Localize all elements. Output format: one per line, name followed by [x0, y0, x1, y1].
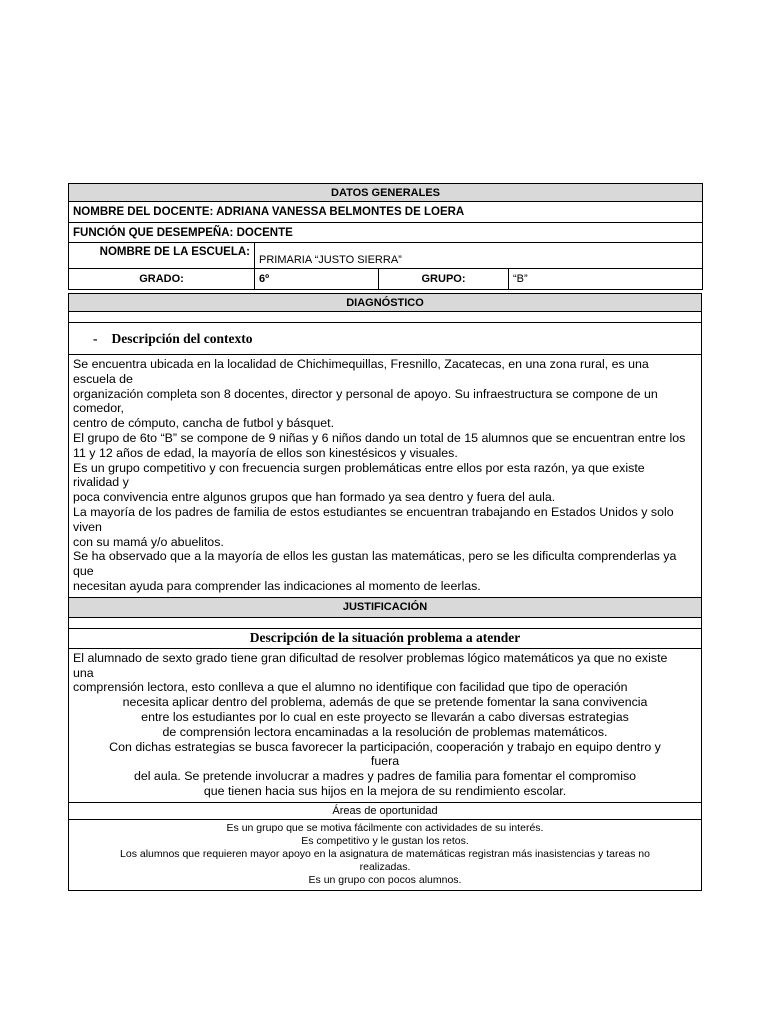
- context-body: [69, 355, 702, 598]
- bullet-dash: -: [93, 330, 98, 346]
- context-line: escuela de: [73, 371, 133, 386]
- teacher-role: FUNCIÓN QUE DESEMPEÑA: DOCENTE: [69, 223, 703, 243]
- situation-title: Descripción de la situación problema a atender: [69, 628, 702, 648]
- school-value: PRIMARIA “JUSTO SIERRA”: [255, 243, 703, 269]
- context-line: Se ha observado que a la mayoría de ellos les gustan las matemáticas, pero se les dificulta comprenderlas ya: [73, 549, 677, 564]
- document: [68, 183, 702, 891]
- justification-header: JUSTIFICACIÓN: [69, 597, 702, 617]
- context-line: centro de cómputo, cancha de futbol y básquet.: [73, 416, 335, 431]
- grade-value: 6º: [255, 269, 379, 290]
- teacher-name: NOMBRE DEL DOCENTE: ADRIANA VANESSA BELMONTES DE LOERA: [69, 202, 703, 223]
- context-line: necesitan ayuda para comprender las indicaciones al momento de leerlas.: [73, 578, 481, 593]
- school-label: NOMBRE DE LA ESCUELA:: [69, 243, 255, 269]
- context-line: rivalidad y: [73, 475, 129, 490]
- justification-line: comprensión lectora, esto conlleva a que el alumno no identifique con facilidad que tipo de operación: [73, 680, 628, 695]
- justification-line: Con dichas estrategias se busca favorecer la participación, cooperación y trabajo en equipo dentro y: [109, 739, 661, 754]
- area-item: Es un grupo que se motiva fácilmente con actividades de su interés.: [226, 821, 544, 834]
- justification-line: El alumnado de sexto grado tiene gran dificultad de resolver problemas lógico matemáticos ya que no existe: [73, 650, 668, 665]
- diagnosis-table: [68, 293, 702, 891]
- general-data-header: DATOS GENERALES: [69, 184, 703, 202]
- areas-body: [69, 819, 702, 890]
- context-line: poca convivencia entre algunos grupos que han formado ya sea dentro y fuera del aula.: [73, 490, 556, 505]
- group-value: “B”: [509, 269, 703, 290]
- justification-line: necesita aplicar dentro del problema, además de que se pretende fomentar la sana convivencia: [122, 695, 648, 710]
- grade-label: GRADO:: [69, 269, 255, 290]
- justification-line: del aula. Se pretende involucrar a madres y padres de familia para fomentar el compromiso: [133, 769, 637, 784]
- area-item: Los alumnos que requieren mayor apoyo en la asignatura de matemáticas registran más inasistencias y tareas no: [120, 847, 650, 860]
- context-line: con su mamá y/o abuelitos.: [73, 534, 224, 549]
- context-line: comedor,: [73, 401, 124, 416]
- context-line: que: [73, 564, 94, 579]
- justification-body: [69, 648, 702, 802]
- context-line: viven: [73, 519, 102, 534]
- context-line: El grupo de 6to “B” se compone de 9 niñas y 6 niños dando un total de 15 alumnos que se encuentran entre los: [73, 430, 686, 445]
- spacer-row: [69, 312, 702, 323]
- justification-line: que tienen hacia sus hijos en la mejora de su rendimiento escolar.: [203, 783, 567, 798]
- context-line: organización completa son 8 docentes, director y personal de apoyo. Su infraestructura se compone de un: [73, 386, 658, 401]
- diagnosis-header: DIAGNÓSTICO: [69, 294, 702, 312]
- group-label: GRUPO:: [379, 269, 509, 290]
- justification-line: una: [73, 665, 94, 680]
- justification-line: fuera: [370, 754, 400, 769]
- context-line: La mayoría de los padres de familia de estos estudiantes se encuentran trabajando en Estados Unidos y solo: [73, 504, 674, 519]
- context-line: Se encuentra ubicada en la localidad de Chichimequillas, Fresnillo, Zacatecas, en una zona rural, es una: [73, 357, 649, 371]
- context-line: 11 y 12 años de edad, la mayoría de ellos son kinestésicos y visuales.: [73, 445, 458, 460]
- context-line: Es un grupo competitivo y con frecuencia surgen problemáticas entre ellos por esta razón, ya que existe: [73, 460, 645, 475]
- general-data-table: [68, 183, 703, 290]
- context-heading: [69, 323, 702, 355]
- justification-line: entre los estudiantes por lo cual en este proyecto se llevarán a cabo diversas estrategias: [141, 709, 629, 724]
- spacer-row: [69, 617, 702, 628]
- areas-title: Áreas de oportunidad: [69, 802, 702, 819]
- justification-line: de comprensión lectora encaminadas a la resolución de problemas matemáticos.: [162, 724, 608, 739]
- area-item: Es un grupo con pocos alumnos.: [308, 873, 462, 886]
- area-item: realizadas.: [359, 860, 411, 873]
- context-title: Descripción del contexto: [111, 330, 253, 346]
- area-item: Es competitivo y le gustan los retos.: [301, 834, 469, 847]
